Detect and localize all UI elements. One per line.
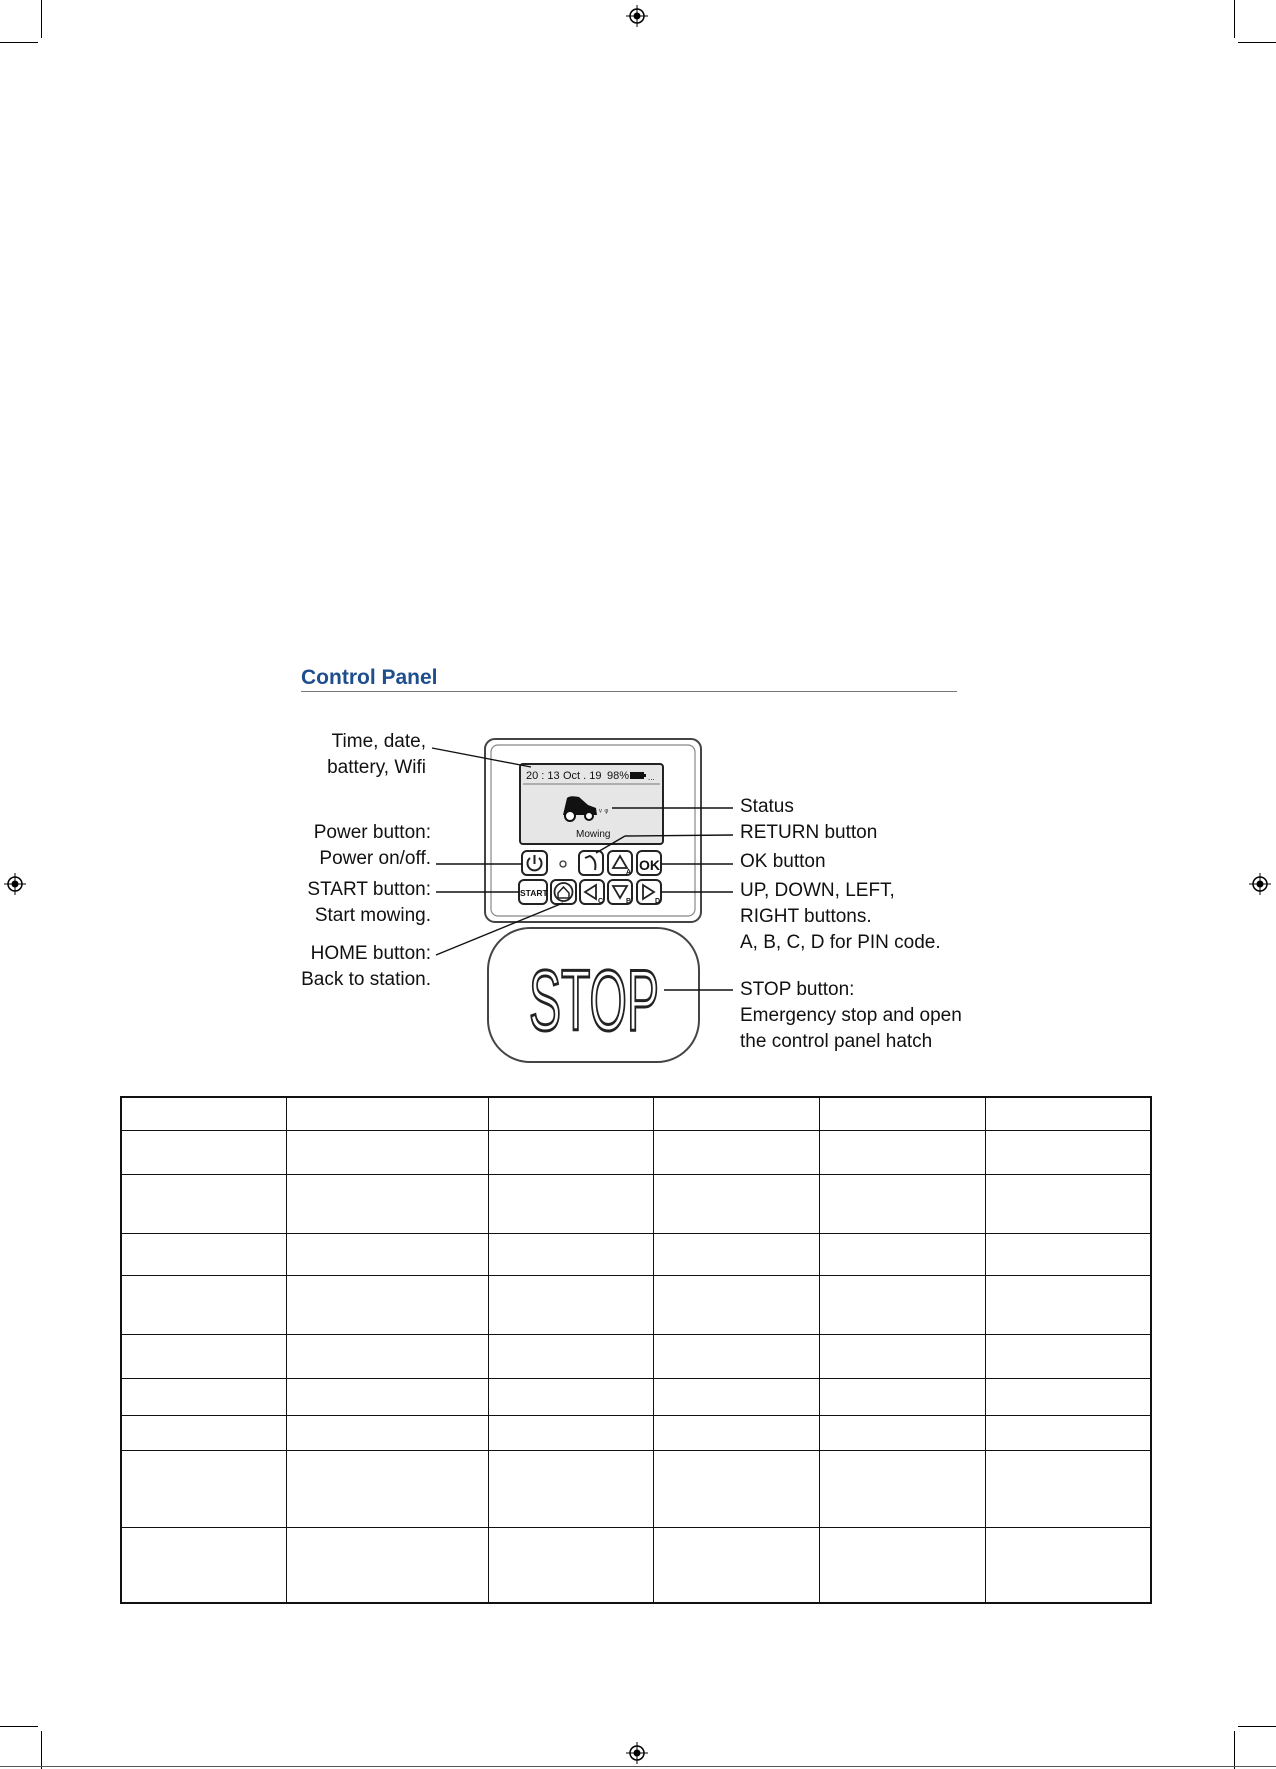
stop-button <box>488 928 699 1062</box>
section-title: Control Panel <box>301 666 438 689</box>
lcd-time: 20 : 13 <box>526 770 560 782</box>
table-cell <box>820 1378 986 1415</box>
callout-arrow-buttons: UP, DOWN, LEFT, RIGHT buttons. A, B, C, D for PIN code. <box>740 880 941 953</box>
left-button <box>580 880 604 905</box>
up-button <box>608 851 632 876</box>
table-cell <box>820 1527 986 1603</box>
table-cell <box>488 1097 654 1130</box>
table-cell <box>488 1334 654 1378</box>
crop-mark <box>0 1726 38 1727</box>
table-cell <box>121 1450 287 1527</box>
svg-text:STOP: STOP <box>529 953 659 1049</box>
table-cell <box>820 1415 986 1450</box>
lcd-status: Mowing <box>576 829 611 840</box>
table-cell <box>287 1174 489 1233</box>
table-row <box>121 1527 1151 1603</box>
table-cell <box>121 1275 287 1334</box>
table-cell <box>985 1174 1151 1233</box>
registration-mark-icon <box>626 1742 648 1764</box>
return-button <box>579 851 603 875</box>
crop-mark <box>1238 1726 1276 1727</box>
table-row <box>121 1174 1151 1233</box>
table-cell <box>121 1415 287 1450</box>
svg-text:OK: OK <box>639 857 660 873</box>
table-cell <box>820 1275 986 1334</box>
table-cell <box>488 1275 654 1334</box>
down-button <box>608 880 632 905</box>
table-cell <box>287 1378 489 1415</box>
lcd-date: Oct . 19 <box>563 770 602 782</box>
table-cell <box>654 1378 820 1415</box>
svg-text:B: B <box>626 898 632 905</box>
table-cell <box>287 1130 489 1174</box>
home-button <box>551 880 576 904</box>
ok-button <box>637 851 661 875</box>
specification-table <box>120 1096 1152 1604</box>
indicator-led <box>560 861 566 867</box>
table-cell <box>287 1415 489 1450</box>
table-cell <box>820 1130 986 1174</box>
table-cell <box>654 1130 820 1174</box>
callout-stop-button: STOP button: Emergency stop and open the control panel hatch <box>740 979 962 1052</box>
table-cell <box>985 1097 1151 1130</box>
table-row <box>121 1275 1151 1334</box>
start-button <box>519 880 549 904</box>
power-button <box>522 851 547 875</box>
table-cell <box>121 1334 287 1378</box>
crop-mark <box>1234 1731 1235 1769</box>
table-cell <box>985 1130 1151 1174</box>
svg-text:D: D <box>655 898 661 905</box>
table-cell <box>654 1174 820 1233</box>
svg-text:ᵥ ᵩ: ᵥ ᵩ <box>599 804 609 814</box>
table-cell <box>820 1097 986 1130</box>
table-cell <box>488 1378 654 1415</box>
table-cell <box>488 1527 654 1603</box>
wifi-icon: ... <box>648 773 655 782</box>
table-cell <box>654 1450 820 1527</box>
table-row <box>121 1233 1151 1275</box>
table-cell <box>985 1450 1151 1527</box>
right-button <box>637 880 661 905</box>
table-cell <box>654 1415 820 1450</box>
crop-mark <box>41 1731 42 1769</box>
table-cell <box>654 1233 820 1275</box>
table-cell <box>287 1097 489 1130</box>
table-cell <box>488 1415 654 1450</box>
table-cell <box>985 1527 1151 1603</box>
table-cell <box>488 1450 654 1527</box>
table-cell <box>287 1275 489 1334</box>
callout-power-button: Power button: Power on/off. <box>313 822 431 869</box>
table-cell <box>287 1233 489 1275</box>
table-cell <box>488 1174 654 1233</box>
table-cell <box>121 1097 287 1130</box>
callout-home-button: HOME button: Back to station. <box>301 943 431 990</box>
table-cell <box>820 1334 986 1378</box>
table-cell <box>985 1233 1151 1275</box>
table-cell <box>121 1130 287 1174</box>
table-row <box>121 1415 1151 1450</box>
callout-status: Status <box>740 796 794 817</box>
page-bottom-rule <box>0 1766 1276 1767</box>
table-cell <box>654 1097 820 1130</box>
callout-ok-button: OK button <box>740 851 826 872</box>
table-cell <box>121 1527 287 1603</box>
table-cell <box>820 1174 986 1233</box>
table-cell <box>121 1233 287 1275</box>
table-cell <box>488 1233 654 1275</box>
callout-start-button: START button: Start mowing. <box>307 879 431 926</box>
table-cell <box>654 1275 820 1334</box>
table-row <box>121 1130 1151 1174</box>
table-cell <box>654 1334 820 1378</box>
table-cell <box>287 1450 489 1527</box>
table-row <box>121 1378 1151 1415</box>
table-cell <box>287 1527 489 1603</box>
table-cell <box>121 1378 287 1415</box>
table-cell <box>654 1527 820 1603</box>
svg-text:C: C <box>598 898 604 905</box>
table-row <box>121 1097 1151 1130</box>
svg-text:A: A <box>626 869 632 876</box>
table-cell <box>985 1334 1151 1378</box>
callout-return-button: RETURN button <box>740 822 878 843</box>
table-cell <box>985 1275 1151 1334</box>
table-cell <box>985 1415 1151 1450</box>
table-row <box>121 1450 1151 1527</box>
table-cell <box>488 1130 654 1174</box>
table-cell <box>820 1233 986 1275</box>
table-row <box>121 1334 1151 1378</box>
battery-icon <box>630 772 644 779</box>
svg-text:START: START <box>520 888 548 898</box>
table-cell <box>121 1174 287 1233</box>
callout-time-date: Time, date, battery, Wifi <box>327 731 426 778</box>
table-cell <box>820 1450 986 1527</box>
table-cell <box>287 1334 489 1378</box>
lcd-battery: 98% <box>607 770 630 782</box>
table-cell <box>985 1378 1151 1415</box>
